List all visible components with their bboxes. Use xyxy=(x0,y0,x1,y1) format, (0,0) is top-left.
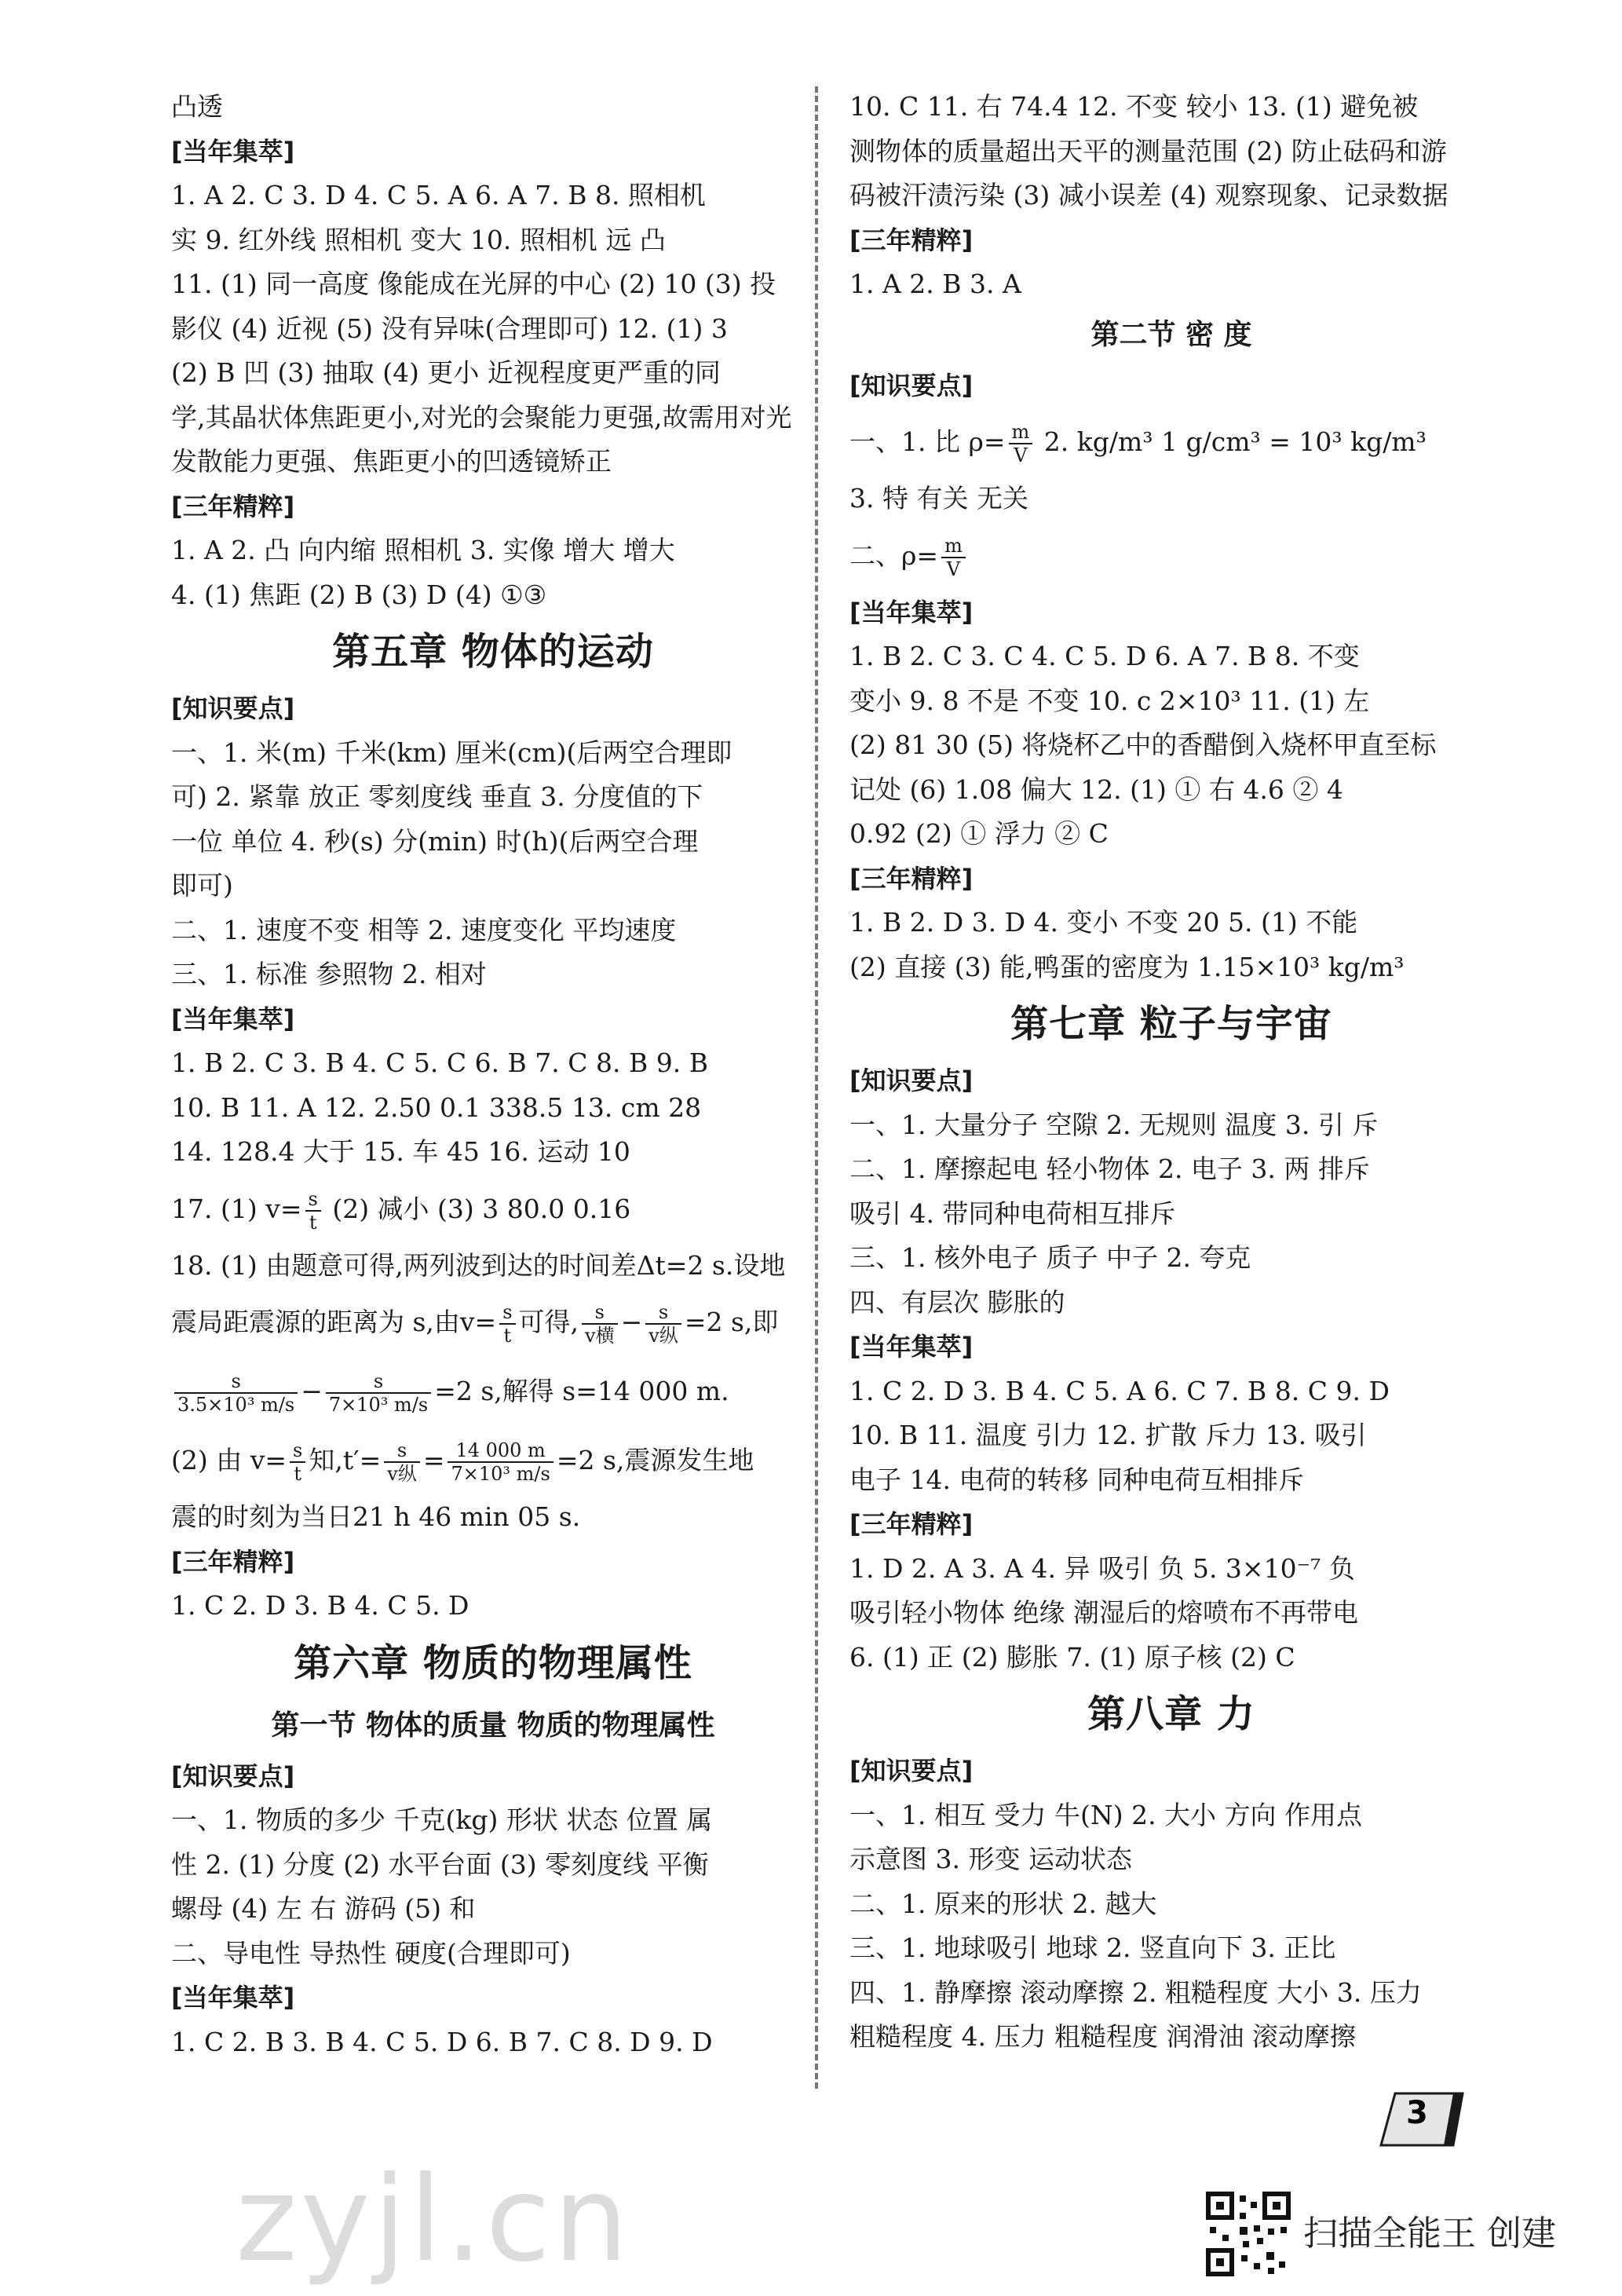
denominator: 7×10³ m/s xyxy=(451,1463,550,1485)
text-line: 10. B 11. A 12. 2.50 0.1 338.5 13. cm 28 xyxy=(171,1091,702,1123)
fraction xyxy=(448,1439,553,1485)
text-line: 粗糙程度 4. 压力 粗糙程度 润滑油 滚动摩擦 xyxy=(849,2021,1356,2052)
text-line: 1. A 2. 凸 向内缩 照相机 3. 实像 增大 增大 xyxy=(171,535,675,565)
text-line: 1. C 2. B 3. B 4. C 5. D 6. B 7. C 8. D 9. D xyxy=(171,2026,713,2057)
denominator: v横 xyxy=(585,1325,615,1347)
text-line: 三、1. 地球吸引 地球 2. 竖直向下 3. 正比 xyxy=(849,1932,1336,1963)
text-line: 测物体的质量超出天平的测量范围 (2) 防止砝码和游 xyxy=(849,135,1447,166)
section-label: [知识要点] xyxy=(849,1756,974,1786)
text-fragment: 知,t′= xyxy=(309,1445,382,1475)
text-fragment: 17. (1) v= xyxy=(171,1193,302,1224)
text-fragment: − xyxy=(301,1376,323,1406)
fraction xyxy=(290,1439,305,1485)
text-fragment: 二、ρ= xyxy=(849,539,939,571)
text-line: 1. A 2. C 3. D 4. C 5. A 6. A 7. B 8. 照相机 xyxy=(171,180,706,210)
text-line: 二、1. 速度不变 相等 2. 速度变化 平均速度 xyxy=(171,914,677,945)
formula-line xyxy=(171,1357,815,1426)
text-line: 即可) xyxy=(171,870,233,901)
text-line: 1. B 2. D 3. D 4. 变小 不变 20 5. (1) 不能 xyxy=(849,907,1358,938)
text-line: 14. 128.4 大于 15. 车 45 16. 运动 10 xyxy=(171,1136,630,1167)
denominator: V xyxy=(1014,444,1028,466)
text-line: 0.92 (2) ① 浮力 ② C xyxy=(849,818,1109,849)
section-label: [三年精粹] xyxy=(171,1546,295,1577)
text-line: 一、1. 大量分子 空隙 2. 无规则 温度 3. 引 斥 xyxy=(849,1109,1379,1140)
text-line: 6. (1) 正 (2) 膨胀 7. (1) 原子核 (2) C xyxy=(849,1641,1295,1673)
left-column xyxy=(171,85,815,2064)
text-line: 一、1. 物质的多少 千克(kg) 形状 状态 位置 属 xyxy=(171,1804,713,1835)
formula-line xyxy=(171,1288,815,1357)
text-line: 影仪 (4) 近视 (5) 没有异味(合理即可) 12. (1) 3 xyxy=(171,313,728,344)
formula-line xyxy=(171,1175,815,1244)
text-line: 震的时刻为当日21 h 46 min 05 s. xyxy=(171,1501,581,1532)
text-line: (2) 直接 (3) 能,鸭蛋的密度为 1.15×10³ kg/m³ xyxy=(849,951,1405,982)
text-fragment: − xyxy=(620,1307,643,1337)
fraction xyxy=(326,1370,431,1416)
text-line: 记处 (6) 1.08 偏大 12. (1) ① 右 4.6 ② 4 xyxy=(849,773,1343,805)
fraction xyxy=(1009,421,1033,466)
denominator: v纵 xyxy=(387,1463,417,1485)
text-line: 四、有层次 膨胀的 xyxy=(849,1286,1065,1318)
text-line: 凸透 xyxy=(171,91,223,122)
text-line: 11. (1) 同一高度 像能成在光屏的中心 (2) 10 (3) 投 xyxy=(171,269,776,299)
text-line: 吸引轻小物体 绝缘 潮湿后的熔喷布不再带电 xyxy=(849,1597,1358,1628)
chapter-title: 第六章 物质的物理属性 xyxy=(294,1640,692,1685)
section-label: [当年集萃] xyxy=(171,136,295,166)
text-fragment: =2 s,解得 s=14 000 m. xyxy=(434,1376,729,1406)
section-label: [三年精粹] xyxy=(849,863,974,894)
text-fragment: =2 s,震源发生地 xyxy=(556,1445,754,1475)
numerator: s xyxy=(384,1439,420,1463)
column-divider xyxy=(815,86,818,2089)
chapter-title: 第八章 力 xyxy=(1087,1692,1255,1736)
numerator: s xyxy=(582,1301,618,1325)
section-label: [当年集萃] xyxy=(171,1983,295,2013)
text-line: 电子 14. 电荷的转移 同种电荷互相排斥 xyxy=(849,1464,1304,1495)
text-line: 螺母 (4) 左 右 游码 (5) 和 xyxy=(171,1893,476,1924)
text-line: 变小 9. 8 不是 不变 10. c 2×10³ 11. (1) 左 xyxy=(849,685,1370,716)
text-line: 一、1. 相互 受力 牛(N) 2. 大小 方向 作用点 xyxy=(849,1799,1363,1830)
numerator: 14 000 m xyxy=(448,1439,553,1463)
chapter-title: 第五章 物体的运动 xyxy=(332,630,654,674)
numerator: m xyxy=(941,535,966,558)
numerator: s xyxy=(499,1301,515,1325)
section-label: [当年集萃] xyxy=(171,1004,295,1034)
text-fragment: (2) 减小 (3) 3 80.0 0.16 xyxy=(323,1193,631,1224)
page-number-badge xyxy=(1378,2090,1464,2147)
text-line: (2) B 凹 (3) 抽取 (4) 更小 近视程度更严重的同 xyxy=(171,357,721,388)
section-title: 第一节 物体的质量 物质的物理属性 xyxy=(271,1709,715,1742)
text-line: 二、导电性 导热性 硬度(合理即可) xyxy=(171,1937,571,1969)
text-line: 可) 2. 紧靠 放正 零刻度线 垂直 3. 分度值的下 xyxy=(171,781,703,812)
section-label: [知识要点] xyxy=(171,693,295,723)
text-line: 二、1. 原来的形状 2. 越大 xyxy=(849,1888,1157,1919)
denominator: t xyxy=(309,1211,317,1234)
section-title: 第二节 密 度 xyxy=(1090,318,1252,351)
denominator: v纵 xyxy=(648,1325,678,1347)
formula-line xyxy=(849,521,1493,590)
page-number: 3 xyxy=(1406,2095,1428,2131)
text-line: 学,其晶状体焦距更小,对光的会聚能力更强,故需用对光 xyxy=(171,401,792,433)
numerator: s xyxy=(645,1301,681,1325)
text-fragment: = xyxy=(422,1445,445,1475)
section-label: [三年精粹] xyxy=(849,225,974,255)
section-label: [知识要点] xyxy=(171,1760,295,1791)
text-line: 1. A 2. B 3. A xyxy=(849,269,1021,299)
text-line: 吸引 4. 带同种电荷相互排斥 xyxy=(849,1197,1176,1229)
text-line: 10. C 11. 右 74.4 12. 不变 较小 13. (1) 避免被 xyxy=(849,91,1419,122)
text-line: 1. C 2. D 3. B 4. C 5. A 6. C 7. B 8. C 9. D xyxy=(849,1375,1390,1406)
fraction xyxy=(582,1301,618,1347)
text-line: 示意图 3. 形变 运动状态 xyxy=(849,1844,1132,1874)
denominator: V xyxy=(946,558,961,580)
right-column xyxy=(849,85,1493,2060)
numerator: m xyxy=(1009,421,1033,444)
text-line: 实 9. 红外线 照相机 变大 10. 照相机 远 凸 xyxy=(171,224,666,255)
fraction xyxy=(305,1188,321,1234)
text-fragment: 一、1. 比 ρ= xyxy=(849,426,1006,457)
text-line: 1. D 2. A 3. A 4. 异 吸引 负 5. 3×10⁻⁷ 负 xyxy=(849,1552,1355,1584)
text-line: 18. (1) 由题意可得,两列波到达的时间差Δt=2 s.设地 xyxy=(171,1249,786,1281)
numerator: s xyxy=(174,1370,298,1394)
text-line: 性 2. (1) 分度 (2) 水平台面 (3) 零刻度线 平衡 xyxy=(171,1848,709,1880)
text-fragment: 可得, xyxy=(518,1307,579,1337)
text-fragment: =2 s,即 xyxy=(684,1307,779,1337)
denominator: t xyxy=(503,1325,512,1347)
fraction xyxy=(384,1439,420,1485)
denominator: 7×10³ m/s xyxy=(328,1394,429,1416)
text-fragment: 2. kg/m³ 1 g/cm³ = 10³ kg/m³ xyxy=(1036,426,1427,457)
text-line: 发散能力更强、焦距更小的凹透镜矫正 xyxy=(171,446,612,477)
text-line: 1. C 2. D 3. B 4. C 5. D xyxy=(171,1590,469,1621)
qr-code-icon xyxy=(1205,2191,1291,2277)
numerator: s xyxy=(305,1188,321,1212)
fraction xyxy=(174,1370,298,1416)
text-line: 二、1. 摩擦起电 轻小物体 2. 电子 3. 两 排斥 xyxy=(849,1153,1370,1184)
numerator: s xyxy=(326,1370,431,1394)
section-label: [当年集萃] xyxy=(849,597,974,627)
text-line: 码被汗渍污染 (3) 减小误差 (4) 观察现象、记录数据 xyxy=(849,180,1448,210)
text-line: (2) 81 30 (5) 将烧杯乙中的香醋倒入烧杯甲直至标 xyxy=(849,729,1437,760)
watermark: zyjl.cn xyxy=(236,2152,632,2288)
text-line: 1. B 2. C 3. C 4. C 5. D 6. A 7. B 8. 不变 xyxy=(849,641,1360,671)
text-line: 一、1. 米(m) 千米(km) 厘米(cm)(后两空合理即 xyxy=(171,737,732,768)
section-label: [三年精粹] xyxy=(171,491,295,521)
text-line: 三、1. 标准 参照物 2. 相对 xyxy=(171,959,487,989)
text-line: 1. B 2. C 3. B 4. C 5. C 6. B 7. C 8. B 9. B xyxy=(171,1047,708,1078)
text-line: 四、1. 静摩擦 滚动摩擦 2. 粗糙程度 大小 3. 压力 xyxy=(849,1976,1422,2008)
text-fragment: 震局距震源的距离为 s,由v= xyxy=(171,1307,497,1337)
scanner-label: 扫描全能王 创建 xyxy=(1303,2214,1556,2254)
formula-line xyxy=(849,408,1493,477)
denominator: 3.5×10³ m/s xyxy=(177,1394,295,1416)
fraction xyxy=(499,1301,515,1347)
text-line: 三、1. 核外电子 质子 中子 2. 夸克 xyxy=(849,1242,1251,1273)
formula-line xyxy=(171,1426,815,1495)
denominator: t xyxy=(294,1463,302,1485)
text-line: 3. 特 有关 无关 xyxy=(849,483,1028,514)
section-label: [知识要点] xyxy=(849,370,974,400)
text-line: 10. B 11. 温度 引力 12. 扩散 斥力 13. 吸引 xyxy=(849,1420,1367,1450)
section-label: [知识要点] xyxy=(849,1066,974,1095)
fraction xyxy=(645,1301,681,1347)
numerator: s xyxy=(290,1439,305,1463)
text-fragment: (2) 由 v= xyxy=(171,1445,287,1475)
text-line: 4. (1) 焦距 (2) B (3) D (4) ①③ xyxy=(171,579,547,610)
fraction xyxy=(941,535,966,580)
section-label: [三年精粹] xyxy=(849,1509,974,1539)
chapter-title: 第七章 粒子与宇宙 xyxy=(1010,1002,1332,1046)
section-label: [当年集萃] xyxy=(849,1332,974,1362)
text-line: 一位 单位 4. 秒(s) 分(min) 时(h)(后两空合理 xyxy=(171,825,699,857)
